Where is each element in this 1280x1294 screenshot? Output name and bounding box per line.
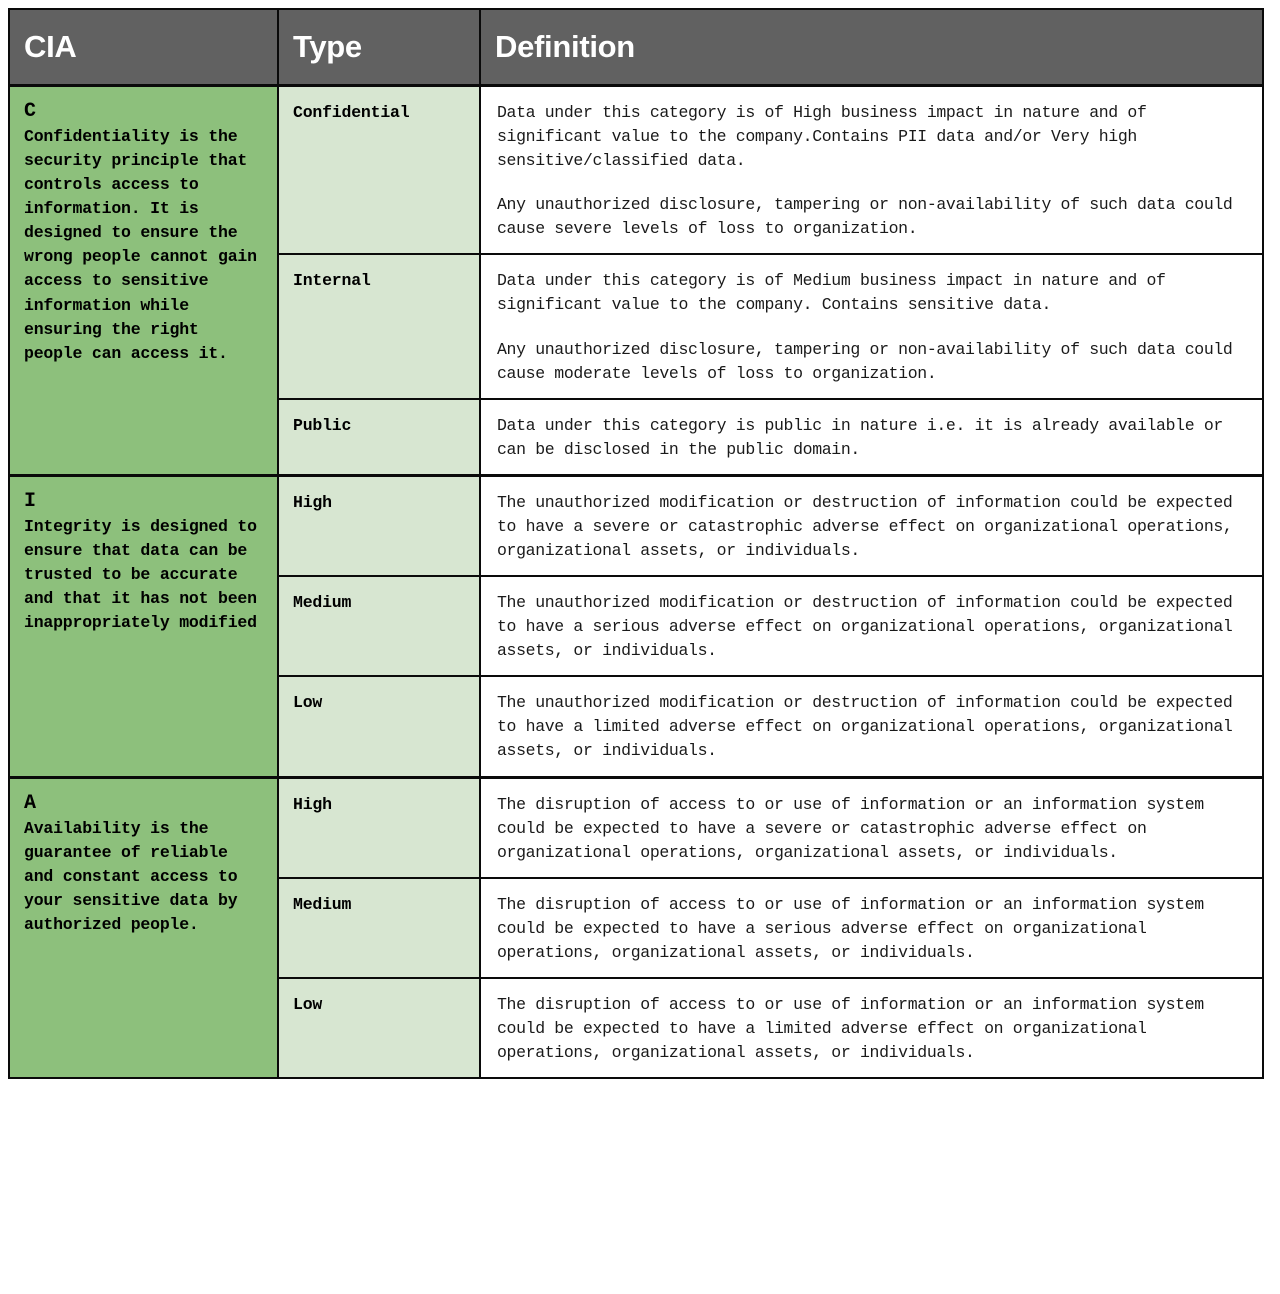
definition-paragraph: Any unauthorized disclosure, tampering or non-availability of such data could cause severe levels of loss to organization. (497, 195, 1233, 239)
definition-paragraph: The disruption of access to or use of information or an information system could be expected to have a serious adverse effect on organizational operations, organizational assets, or individuals. (497, 894, 1204, 962)
type-cell: Low (278, 676, 480, 777)
type-cell: Internal (278, 254, 480, 398)
cia-section-description: Integrity is designed to ensure that data can be trusted to be accurate and that it has not been inappropriately modified (24, 516, 257, 633)
cia-section-cell (9, 475, 278, 777)
cia-section-letter: A (24, 791, 36, 815)
definition-cell (480, 254, 1263, 398)
definition-paragraph: The disruption of access to or use of information or an information system could be expected to have a limited adverse effect on organizational operations, organizational assets, or individuals. (497, 995, 1204, 1063)
definition-cell (480, 777, 1263, 878)
definition-cell (480, 978, 1263, 1078)
table-row (9, 86, 1263, 255)
type-cell: High (278, 777, 480, 878)
definition-cell (480, 399, 1263, 476)
type-cell: Low (278, 978, 480, 1078)
definition-paragraph: Data under this category is public in nature i.e. it is already available or can be disclosed in the public domain. (497, 415, 1223, 459)
definition-paragraph: The unauthorized modification or destruction of information could be expected to have a limited adverse effect on organizational operations, organizational assets, or individuals. (497, 693, 1233, 761)
column-header-cia: CIA (9, 9, 278, 86)
definition-paragraph: The unauthorized modification or destruction of information could be expected to have a severe or catastrophic adverse effect on organizational operations, organizational assets, or individuals. (497, 492, 1233, 561)
definition-paragraph: Any unauthorized disclosure, tampering or non-availability of such data could cause moderate levels of loss to organization. (497, 339, 1233, 383)
table-row (9, 777, 1263, 878)
table-row (9, 475, 1263, 576)
table-header (9, 9, 1263, 86)
cia-section-letter: I (24, 489, 36, 513)
cia-classification-table (8, 8, 1264, 1079)
cia-section-description: Confidentiality is the security principle that controls access to information. It is designed to ensure the wrong people cannot gain access to sensitive information while ensuring the right people can access it. (24, 127, 257, 363)
definition-paragraph: The unauthorized modification or destruction of information could be expected to have a serious adverse effect on organizational operations, organizational assets, or individuals. (497, 593, 1233, 661)
cia-section-cell (9, 777, 278, 1078)
definition-cell (480, 878, 1263, 978)
cia-table-container (8, 8, 1262, 1079)
definition-paragraph: Data under this category is of High business impact in nature and of significant value to the company.Contains PII data and/or Very high sensitive/classified data. (497, 103, 1147, 171)
type-cell: Medium (278, 878, 480, 978)
header-row (9, 9, 1263, 86)
cia-section-description: Availability is the guarantee of reliable and constant access to your sensitive data by authorized people. (24, 818, 238, 934)
type-cell: Confidential (278, 86, 480, 255)
table-body (9, 86, 1263, 1079)
type-cell: Public (278, 399, 480, 476)
definition-paragraph: Data under this category is of Medium business impact in nature and of significant value to the company. Contains sensitive data. (497, 271, 1166, 315)
definition-paragraph: The disruption of access to or use of information or an information system could be expected to have a severe or catastrophic adverse effect on organizational operations, organizational assets, or individuals. (497, 794, 1204, 862)
definition-cell (480, 576, 1263, 676)
cia-section-cell (9, 86, 278, 476)
column-header-type: Type (278, 9, 480, 86)
cia-section-letter: C (24, 100, 36, 123)
type-cell: High (278, 475, 480, 576)
type-cell: Medium (278, 576, 480, 676)
definition-cell (480, 676, 1263, 777)
definition-cell (480, 86, 1263, 255)
column-header-definition: Definition (480, 9, 1263, 86)
definition-cell (480, 475, 1263, 576)
